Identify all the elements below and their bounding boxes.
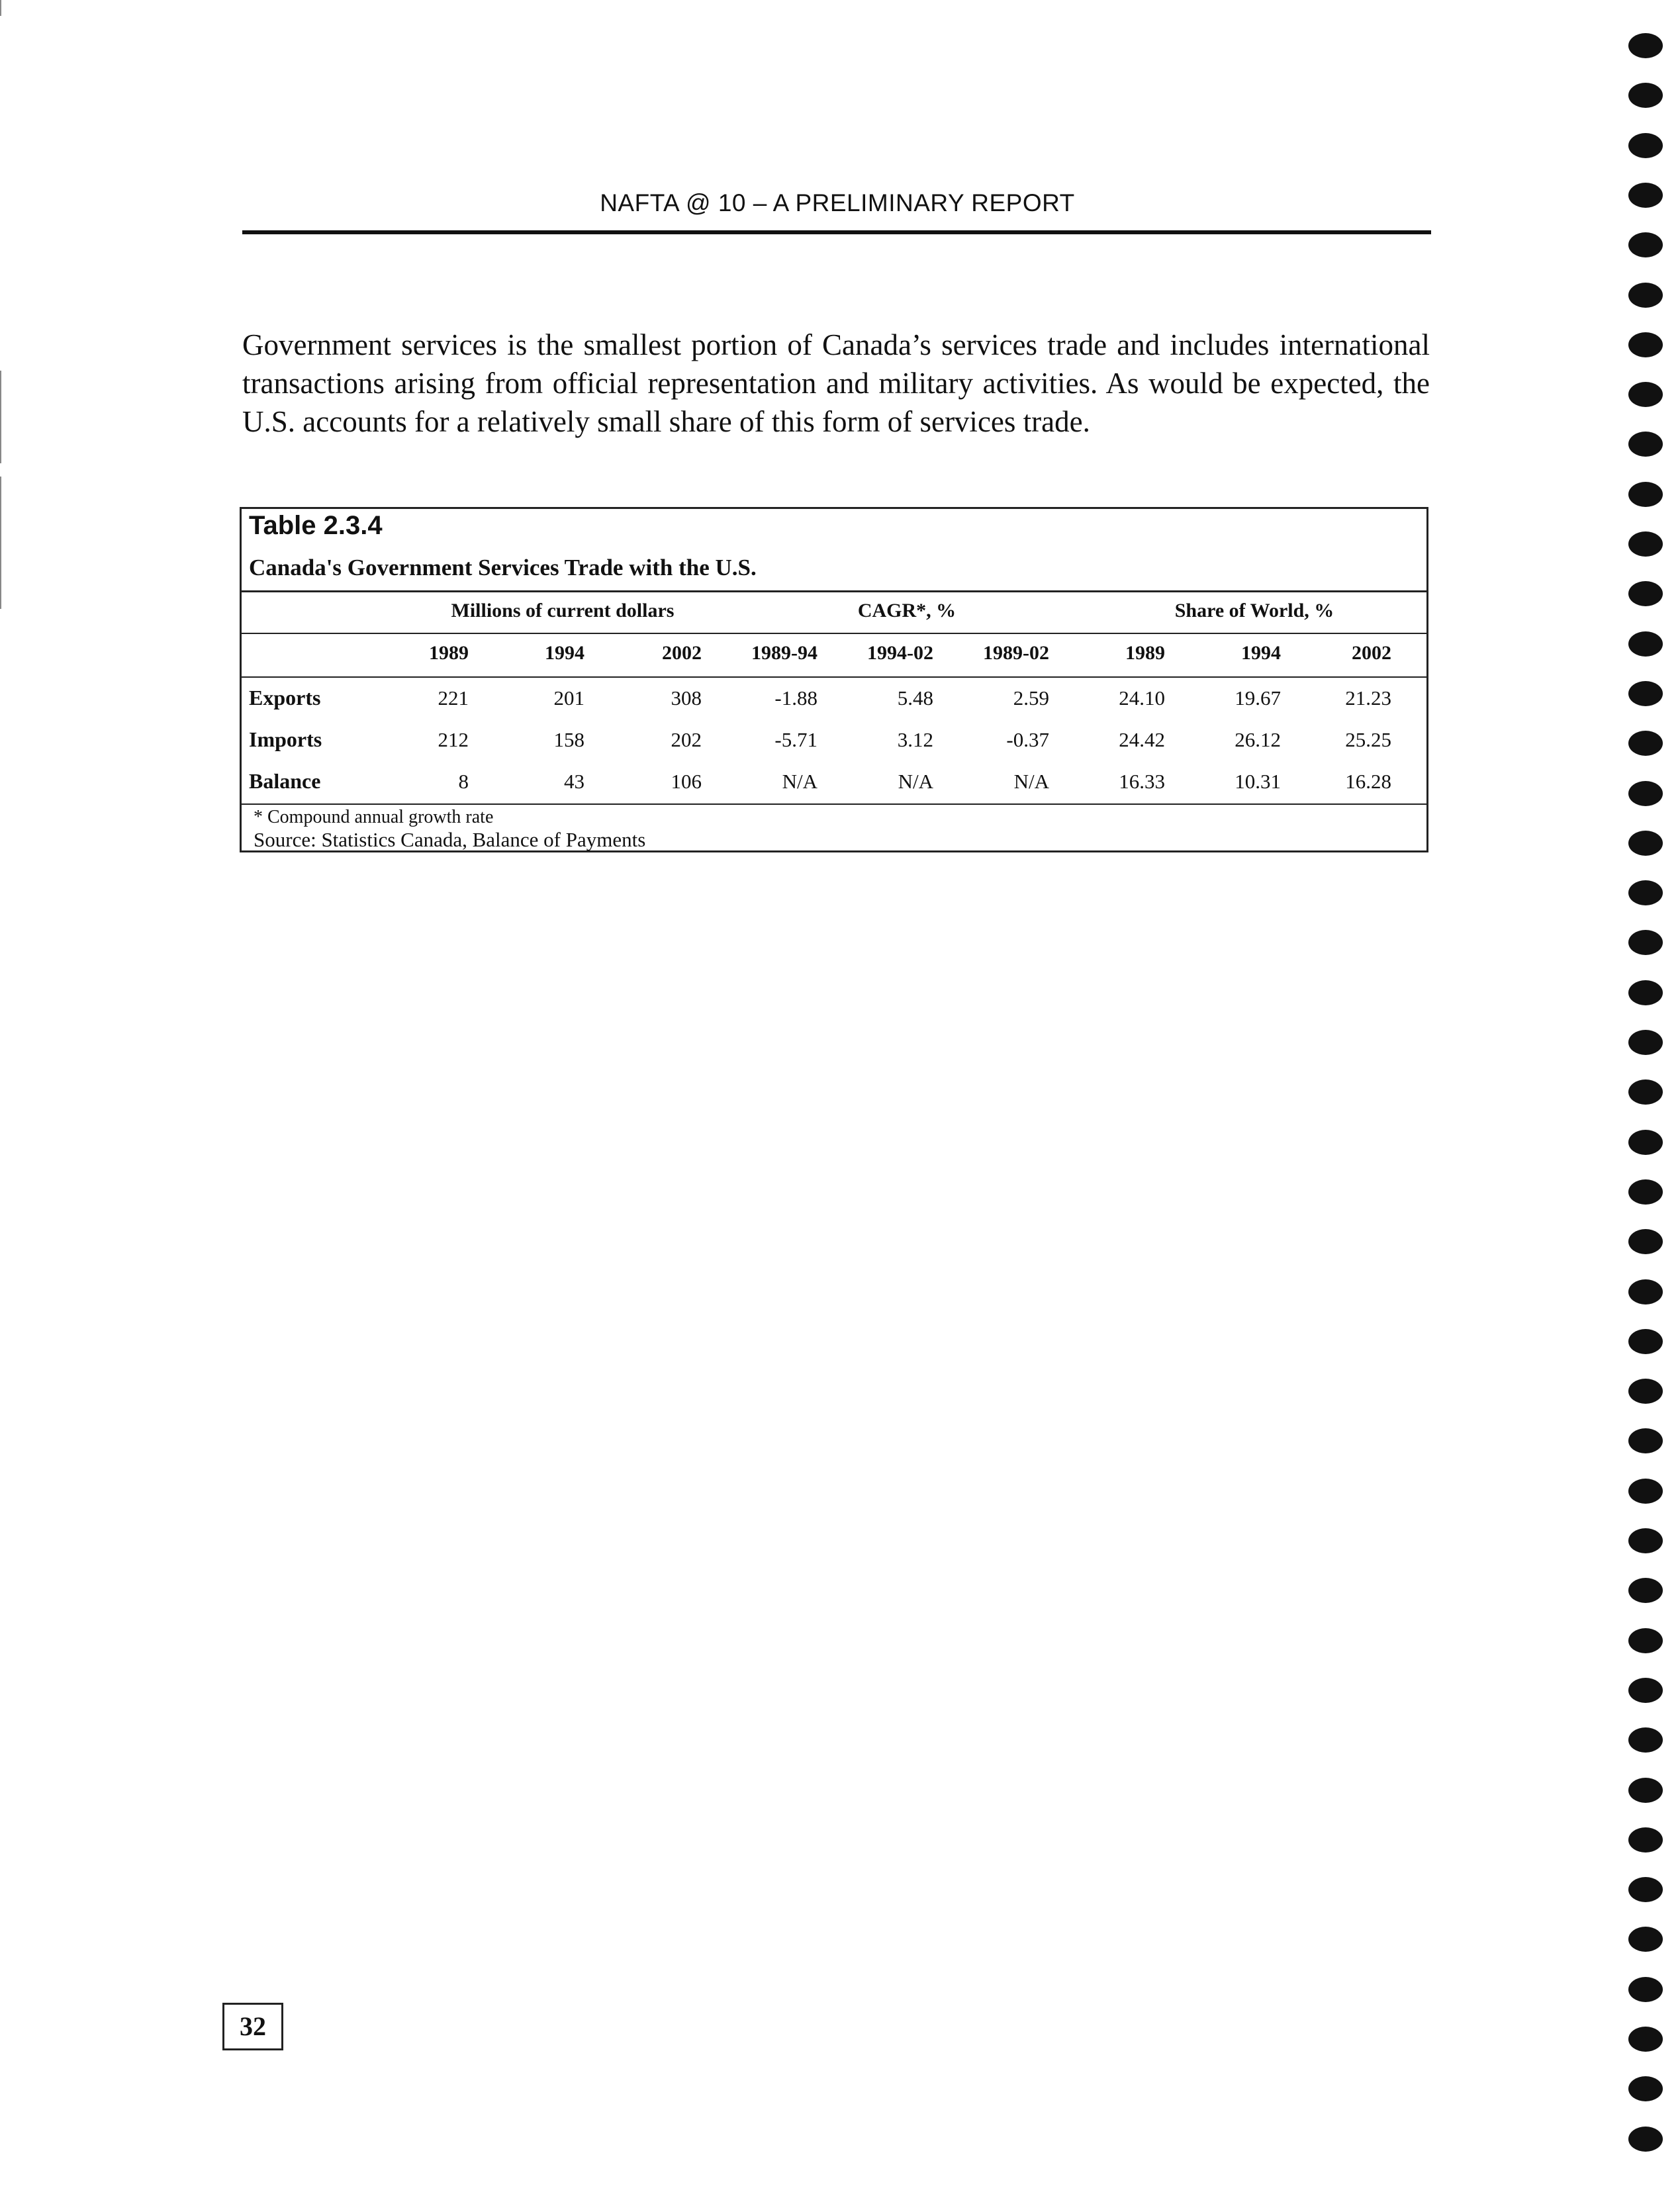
binding-hole [1628, 980, 1663, 1005]
scan-edge-mark [0, 0, 1, 16]
table-cell: 2.59 [1013, 686, 1049, 710]
binding-hole [1628, 1030, 1663, 1055]
footnote-divider [240, 803, 1428, 805]
binding-hole [1628, 1827, 1663, 1853]
col-header-1994-02: 1994-02 [867, 642, 933, 664]
binding-hole [1628, 332, 1663, 357]
binding-hole [1628, 1379, 1663, 1404]
table-cell: 43 [564, 770, 584, 793]
binding-hole [1628, 1977, 1663, 2002]
table-cell: 24.10 [1119, 686, 1165, 710]
row-label-exports: Exports [249, 686, 321, 710]
binding-hole [1628, 1628, 1663, 1653]
binding-hole [1628, 482, 1663, 507]
table-cell: -5.71 [774, 728, 817, 751]
binding-hole [1628, 631, 1663, 657]
col-header-2002: 2002 [662, 642, 702, 664]
table-title: Canada's Government Services Trade with the U.S. [249, 555, 757, 580]
binding-hole [1628, 33, 1663, 58]
table-cell: -1.88 [774, 686, 817, 710]
table-cell: 3.12 [897, 728, 933, 751]
table-source: Source: Statistics Canada, Balance of Payments [254, 828, 646, 851]
binding-hole [1628, 1927, 1663, 1952]
binding-hole [1628, 232, 1663, 257]
binding-hole [1628, 831, 1663, 856]
binding-hole [1628, 133, 1663, 158]
row-label-balance: Balance [249, 769, 321, 793]
header-rule [242, 230, 1431, 234]
binding-hole [1628, 531, 1663, 557]
binding-hole [1628, 2076, 1663, 2101]
table-cell: 10.31 [1235, 770, 1281, 793]
binding-hole [1628, 83, 1663, 108]
table-cell: 221 [438, 686, 469, 710]
scan-edge-mark [0, 371, 1, 463]
col-header-share-1994: 1994 [1241, 642, 1281, 664]
body-paragraph: Government services is the smallest portion of Canada’s services trade and includes international transactions arising from official representation and military activities. As would be expected, the U.S. accounts for a relatively small share of this form of services trade. [242, 328, 1430, 438]
binding-hole [1628, 581, 1663, 606]
table-cell: 26.12 [1235, 728, 1281, 751]
col-header-1994: 1994 [545, 642, 584, 664]
table-cell: 16.33 [1119, 770, 1165, 793]
col-header-1989-94: 1989-94 [751, 642, 817, 664]
binding-hole [1628, 1428, 1663, 1453]
binding-hole [1628, 382, 1663, 407]
table-cell: 5.48 [897, 686, 933, 710]
header-divider [240, 676, 1428, 678]
binding-hole [1628, 2027, 1663, 2052]
group-header-share: Share of World, % [1174, 600, 1334, 621]
binding-hole [1628, 1678, 1663, 1703]
scan-edge-mark [0, 477, 1, 609]
table-label: Table 2.3.4 [249, 511, 383, 540]
binding-hole [1628, 183, 1663, 208]
table-footnote: * Compound annual growth rate [254, 807, 494, 827]
running-header: NAFTA @ 10 – A PRELIMINARY REPORT [600, 189, 1075, 216]
table-cell: 19.67 [1235, 686, 1281, 710]
table-cell: 202 [671, 728, 702, 751]
row-label-imports: Imports [249, 727, 322, 751]
binding-hole [1628, 1778, 1663, 1803]
binding-hole [1628, 880, 1663, 905]
binding-hole [1628, 1079, 1663, 1105]
group-header-millions: Millions of current dollars [451, 600, 675, 621]
table-cell: 201 [553, 686, 584, 710]
table-cell: 212 [438, 728, 469, 751]
binding-hole [1628, 1578, 1663, 1603]
table-divider [240, 590, 1428, 592]
table-cell: 106 [671, 770, 702, 793]
table-cell: N/A [898, 770, 933, 793]
binding-hole [1628, 681, 1663, 706]
col-header-share-2002: 2002 [1352, 642, 1391, 664]
table-cell: N/A [1013, 770, 1049, 793]
binding-hole [1628, 1329, 1663, 1354]
page-number: 32 [222, 2003, 283, 2050]
table-cell: 158 [553, 728, 584, 751]
binding-hole [1628, 1179, 1663, 1205]
table-cell: 25.25 [1345, 728, 1391, 751]
binding-hole [1628, 1279, 1663, 1305]
binding-hole [1628, 1528, 1663, 1553]
table-cell: 16.28 [1345, 770, 1391, 793]
col-header-1989: 1989 [429, 642, 469, 664]
table-cell: 24.42 [1119, 728, 1165, 751]
binding-hole [1628, 283, 1663, 308]
binding-hole [1628, 781, 1663, 806]
col-header-share-1989: 1989 [1125, 642, 1165, 664]
binding-hole [1628, 1727, 1663, 1753]
table-cell: N/A [782, 770, 817, 793]
table-cell: 8 [458, 770, 469, 793]
table-cell: -0.37 [1006, 728, 1049, 751]
table-cell: 308 [671, 686, 702, 710]
binding-hole [1628, 731, 1663, 756]
table-cell: 21.23 [1345, 686, 1391, 710]
binding-hole [1628, 1479, 1663, 1504]
binding-hole [1628, 432, 1663, 457]
binding-hole [1628, 930, 1663, 955]
group-divider [240, 633, 1428, 634]
col-header-1989-02: 1989-02 [983, 642, 1049, 664]
group-header-cagr: CAGR*, % [857, 600, 957, 621]
binding-hole [1628, 2127, 1663, 2152]
binding-hole [1628, 1130, 1663, 1155]
binding-hole [1628, 1229, 1663, 1254]
binding-hole [1628, 1877, 1663, 1902]
